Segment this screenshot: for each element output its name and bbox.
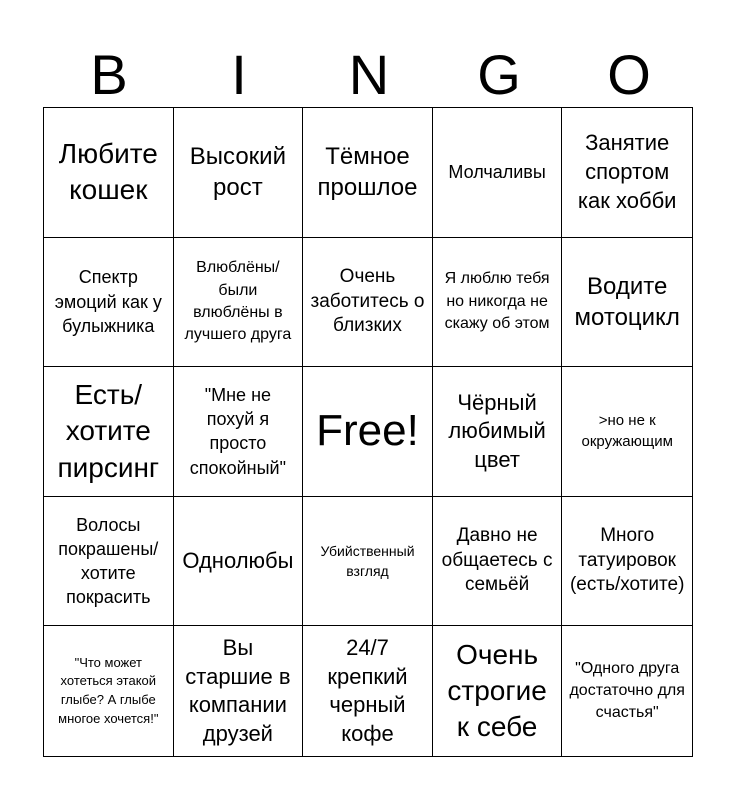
- cell-text: Вы старшие в компании друзей: [185, 635, 291, 746]
- cell-text: Спектр эмоций как у булыжника: [54, 267, 162, 337]
- cell-text: >но не к окружающим: [581, 412, 673, 451]
- bingo-cell[interactable]: [174, 626, 304, 756]
- bingo-cell[interactable]: [303, 497, 433, 627]
- cell-text: 24/7 крепкий черный кофе: [327, 635, 408, 746]
- cell-text: Много татуировок (есть/хотите): [569, 525, 685, 596]
- cell-text: Free!: [316, 406, 419, 456]
- cell-text: Любите кошек: [58, 137, 158, 206]
- bingo-cell[interactable]: [174, 367, 304, 497]
- cell-text: Влюблёны/были влюблёны в лучшего друга: [184, 259, 292, 344]
- cell-text: Давно не общаетесь с семьёй: [441, 525, 553, 596]
- header-letter-g: G: [477, 43, 521, 106]
- bingo-cell[interactable]: [44, 108, 174, 238]
- bingo-cell[interactable]: [562, 626, 692, 756]
- bingo-cell[interactable]: [174, 497, 304, 627]
- cell-text: "Мне не похуй я просто спокойный": [189, 384, 286, 478]
- bingo-cell[interactable]: [433, 108, 563, 238]
- bingo-grid: [43, 107, 693, 757]
- header-letter-o: O: [607, 43, 651, 106]
- bingo-header: [44, 42, 694, 108]
- bingo-cell[interactable]: [303, 626, 433, 756]
- cell-text: Молчаливы: [448, 162, 546, 183]
- cell-text: Чёрный любимый цвет: [448, 389, 546, 472]
- cell-text: "Что может хотеться этакой глыбе? А глыбе многое хочется!": [58, 654, 159, 727]
- bingo-cell[interactable]: [433, 497, 563, 627]
- cell-text: Тёмное прошлое: [317, 143, 418, 202]
- bingo-cell[interactable]: [303, 108, 433, 238]
- bingo-cell[interactable]: [562, 108, 692, 238]
- header-letter-n: N: [348, 43, 390, 106]
- bingo-cell[interactable]: [562, 497, 692, 627]
- bingo-cell[interactable]: [44, 238, 174, 368]
- bingo-cell[interactable]: [303, 238, 433, 368]
- bingo-cell[interactable]: [44, 497, 174, 627]
- bingo-cell[interactable]: [562, 367, 692, 497]
- bingo-cell[interactable]: [174, 238, 304, 368]
- bingo-cell[interactable]: [44, 367, 174, 497]
- header-letter-b: B: [90, 43, 128, 106]
- cell-text: Водите мотоцикл: [574, 272, 680, 331]
- bingo-cell[interactable]: [44, 626, 174, 756]
- bingo-cell[interactable]: [433, 626, 563, 756]
- cell-text: Я люблю тебя но никогда не скажу об этом: [444, 270, 550, 333]
- cell-text: Очень заботитесь о близких: [310, 265, 425, 337]
- bingo-cell[interactable]: [562, 238, 692, 368]
- cell-text: Волосы покрашены/хотите покрасить: [58, 514, 159, 608]
- header-letter-i: I: [231, 43, 247, 106]
- cell-text: Занятие спортом как хобби: [577, 130, 677, 213]
- free-space-cell[interactable]: [303, 367, 433, 497]
- bingo-cell[interactable]: [174, 108, 304, 238]
- cell-text: "Одного друга достаточно для счастья": [569, 659, 685, 722]
- bingo-cell[interactable]: [433, 238, 563, 368]
- cell-text: Убийственный взгляд: [320, 542, 415, 580]
- cell-text: Однолюбы: [182, 547, 294, 573]
- bingo-cell[interactable]: [433, 367, 563, 497]
- cell-text: Очень строгие к себе: [447, 638, 547, 743]
- cell-text: Есть/хотите пирсинг: [57, 378, 160, 483]
- cell-text: Высокий рост: [189, 143, 286, 202]
